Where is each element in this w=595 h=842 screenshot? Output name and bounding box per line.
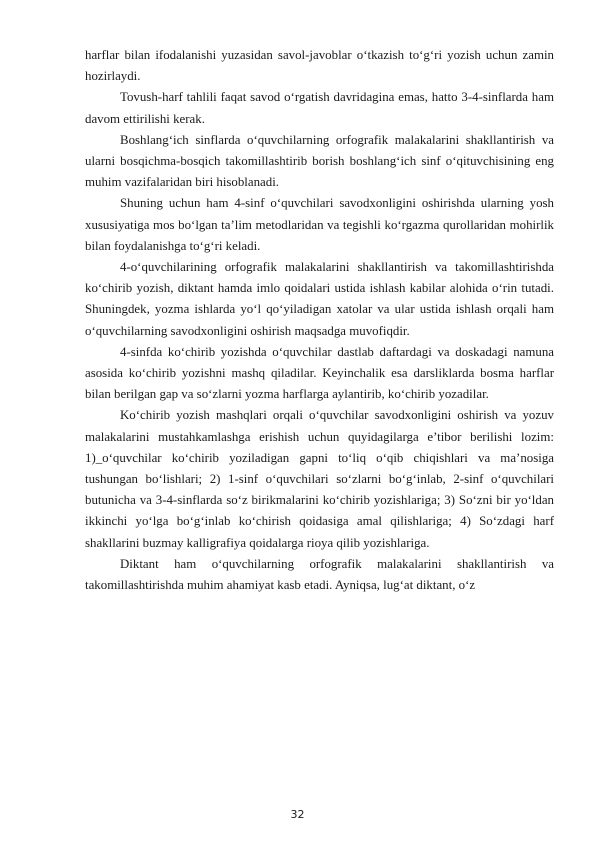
paragraph-fourth-grade-methods: Shuning uchun ham 4-sinf oʻquvchilari savodxonligini oshirishda ularning yosh xususiyatiga mos boʻlgan ta’lim metodlaridan va tegishli koʻrgazma qurollaridan mohirlik bilan foydalanishga toʻgʻri keladi.	[85, 196, 554, 253]
page-number: 32	[290, 808, 305, 821]
paragraph-orthographic-skills: 4-oʻquvchilarining orfografik malakalarini shakllantirish va takomillashtirishda koʻchirib yozish, diktant hamda imlo qoidalari ustida ishlash kabilar alohida oʻrin tutadi. Shuningdek, yozma ishlarda yoʻl qoʻyiladigan xatolar va ular ustida ishlash orqali ham oʻquvchilarning savodxonligini oshirish maqsadga muvofiqdir.	[85, 260, 554, 338]
paragraph-primary-grades: Boshlangʻich sinflarda oʻquvchilarning orfografik malakalarini shakllantirish va ularni bosqichma-bosqich takomillashtirib borish boshlangʻich sinf oʻqituvchisining eng muhim vazifalaridan biri hisoblanadi.	[85, 132, 554, 190]
body-text	[85, 45, 554, 596]
paragraph-dictation: Diktant ham oʻquvchilarning orfografik malakalarini shakllantirish va takomillashtirishda muhim ahamiyat kasb etadi. Ayniqsa, lugʻat diktant, oʻz	[85, 556, 554, 593]
paragraph-copy-writing: 4-sinfda koʻchirib yozishda oʻquvchilar dastlab daftardagi va doskadagi namuna asosida koʻchirib yozishni mashq qiladilar. Keyinchalik esa darsliklarda bosma harflar bilan berilgan gap va soʻzlarni yozma harflarga aylantirib, koʻchirib yozadilar.	[85, 344, 554, 402]
paragraph-copy-exercises: Koʻchirib yozish mashqlari orqali oʻquvchilar savodxonligini oshirish va yozuv malakalarini mustahkamlashga erishish uchun quyidagilarga e’tibor berilishi lozim: 1)_oʻquvchilar koʻchirib yoziladigan gapni toʻliq oʻqib chiqishlari va ma’nosiga tushungan boʻlishlari; 2) 1-sinf oʻquvchilari soʻzlarni boʻgʻinlab, 2-sinf oʻquvchilari butunicha va 3-4-sinflarda soʻz birikmalarini koʻchirib yozishlariga; 3) Soʻzni bir yoʻldan ikkinchi yoʻlga boʻgʻinlab koʻchirish qoidasiga amal qilishlariga; 4) Soʻzdagi harf shakllarini buzmay kalligrafiya qoidalarga rioya qilib yozishlariga.	[85, 408, 554, 550]
paragraph-continuation: harflar bilan ifodalanishi yuzasidan savol-javoblar oʻtkazish toʻgʻri yozish uchun zamin hozirlaydi.	[85, 48, 554, 84]
paragraph-sound-letter-analysis: Tovush-harf tahlili faqat savod oʻrgatish davridagina emas, hatto 3-4-sinflarda ham davom ettirilishi kerak.	[85, 90, 554, 126]
